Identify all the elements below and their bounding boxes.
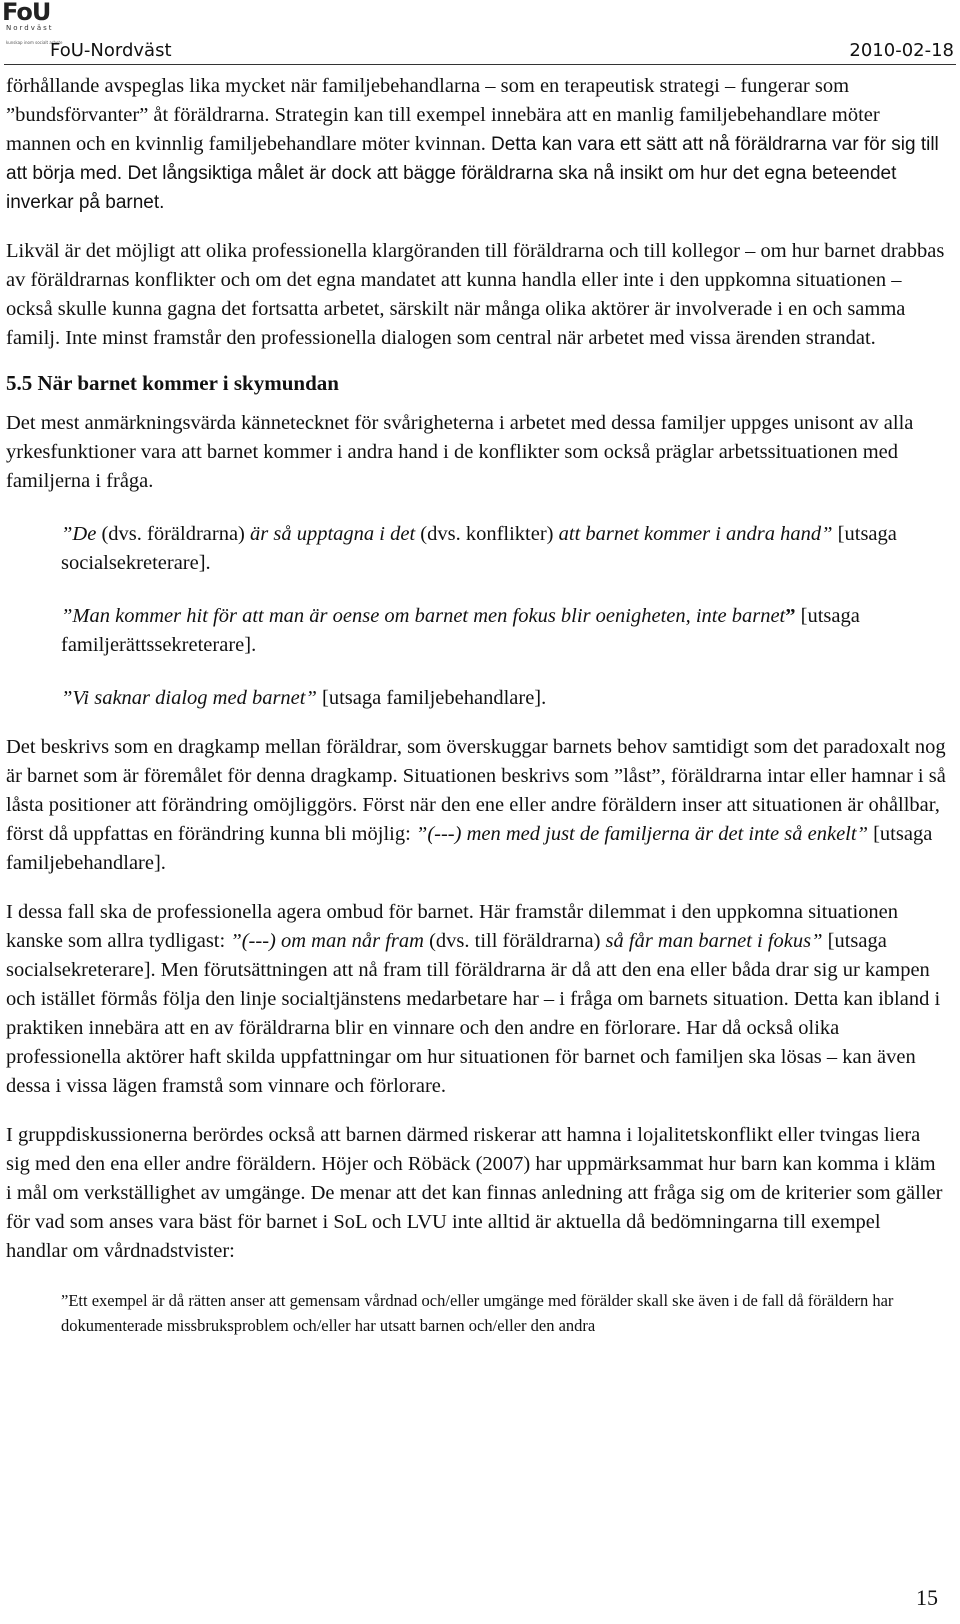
- paragraph-5-c: (dvs. till föräldrarna): [423, 930, 606, 952]
- paragraph-5-a: I dessa fall ska de professionella agera ombud för barnet. Här framstår dilemmat i den uppkomna situationen kanske som allra tydligast:: [6, 901, 899, 952]
- header-date: 2010-02-18: [849, 40, 954, 61]
- quote-1-c: är så upptagna i det: [250, 523, 416, 545]
- header-divider: [4, 64, 956, 65]
- paragraph-4-a: Det beskrivs som en dragkamp mellan föräldrar, som överskuggar barnets behov samtidigt som det paradoxalt nog är barnet som är föremålet för denna dragkamp. Situationen beskrivs som ”låst”, föräldrarna intar eller hamnar i så låsta positioner att förändring omöjliggörs. Först när den ene eller andre föräldern inser att situationen är ohållbar, först då uppfattas en förändring kunna bli möjlig:: [6, 736, 946, 845]
- section-heading: 5.5 När barnet kommer i skymundan: [6, 371, 339, 395]
- quote-3: [61, 684, 946, 713]
- quote-2: [61, 602, 946, 660]
- logo-text: FoU: [2, 0, 51, 26]
- paragraph-4-c: [utsaga familjebehandlare].: [6, 823, 933, 874]
- header-title: FoU-Nordväst: [50, 40, 172, 61]
- paragraph-5: [6, 898, 946, 1101]
- quote-1-b: (dvs. föräldrarna): [96, 523, 250, 545]
- paragraph-4: [6, 733, 946, 878]
- quote-1-a: ”De: [61, 523, 97, 545]
- paragraph-2: Likväl är det möjligt att olika professionella klargöranden till föräldrarna och till kollegor – om hur barnet drabbas av föräldrarnas konflikter och om det egna mandatet att kunna handla eller inte i den uppkomna situationen – också skulle kunna gagna det fortsatta arbetet, särskilt när många olika aktörer är involverade i en och samma familj. Inte minst framstår den professionella dialogen som central när arbetet med vissa ärenden strandat.: [6, 240, 945, 349]
- quote-2-a: ”Man kommer hit för att man är oense om barnet men fokus blir oenigheten, inte barnet: [61, 605, 786, 627]
- paragraph-5-e: [utsaga socialsekreterare]. Men förutsättningen att nå fram till föräldrarna är då att den ena eller båda drar sig ur kampen och istället förmås följa den linje socialtjänstens medarbetare har – i fråga om barnets situation. Detta kan ibland i praktiken innebära att en av föräldrarna blir en vinnare och den andre en förlorare. Har då också olika professionella aktörer haft skilda uppfattningar om hur situationen för barnet och familjen ska lösas – kan även dessa i vissa lägen framstå som vinnare och förlorare.: [6, 930, 941, 1097]
- quote-1-d: (dvs. konflikter): [415, 523, 559, 545]
- quote-3-a: ”Vi saknar dialog med barnet”: [61, 687, 317, 709]
- paragraph-6: I gruppdiskussionerna berördes också att barnen därmed riskerar att hamna i lojalitetskonflikt eller tvingas liera sig med den ena eller andre föräldern. Höjer och Röbäck (2007) har uppmärksammat hur barn kan komma i kläm i mål om verkställighet av umgänge. De menar att det kan finnas anledning att fråga sig om de kriterier som gäller för vad som anses vara bäst för barnet i SoL och LVU inte alltid är aktuella då bedömningarna till exempel handlar om vårdnadstvister:: [6, 1124, 943, 1262]
- page-header: [0, 0, 960, 64]
- quote-2-b: ”: [785, 605, 796, 627]
- quote-1: [61, 520, 946, 578]
- document-body: [6, 72, 946, 1338]
- logo-subtext: Nordväst: [6, 24, 54, 32]
- quote-1-e: att barnet kommer i andra hand”: [558, 523, 833, 545]
- page-number: 15: [916, 1585, 938, 1610]
- paragraph-1-sans: Detta kan vara ett sätt att nå föräldrarna var för sig till att börja med. Det långsiktiga målet är dock att bägge föräldrarna ska nå insikt om hur det egna beteendet inverkar på barnet.: [6, 134, 939, 213]
- fou-logo: [2, 0, 63, 48]
- paragraph-5-d: så får man barnet i fokus”: [605, 930, 823, 952]
- paragraph-1-serif: förhållande avspeglas lika mycket när familjebehandlarna – som en terapeutisk strategi – fungerar som ”bundsförvanter” åt föräldrarna. Strategin kan till exempel innebära att en manlig familjebehandlare möter mannen och en kvinnlig familjebehandlare möter kvinnan.: [6, 75, 880, 155]
- paragraph-5-b: ”(---) om man når fram: [230, 930, 424, 952]
- paragraph-4-b: ”(---) men med just de familjerna är det inte så enkelt”: [415, 823, 868, 845]
- paragraph-3: Det mest anmärkningsvärda kännetecknet för svårigheterna i arbetet med dessa familjer uppges unisont av alla yrkesfunktioner vara att barnet kommer i andra hand i de konflikter som också präglar arbetssituationen med familjerna i fråga.: [6, 412, 914, 492]
- block-quote: ”Ett exempel är då rätten anser att gemensam vårdnad och/eller umgänge med förälder skall ske även i de fall då föräldern har dokumenterade missbruksproblem och/eller har utsatt barnen och/eller den andra: [61, 1291, 894, 1335]
- quote-1-f: [utsaga socialsekreterare].: [61, 523, 897, 574]
- quote-3-b: [utsaga familjebehandlare].: [316, 687, 547, 709]
- quote-2-c: [utsaga familjerättssekreterare].: [61, 605, 860, 656]
- paragraph-1: [6, 72, 946, 217]
- logo-tagline: kunskap inom socialt arbete: [6, 40, 63, 45]
